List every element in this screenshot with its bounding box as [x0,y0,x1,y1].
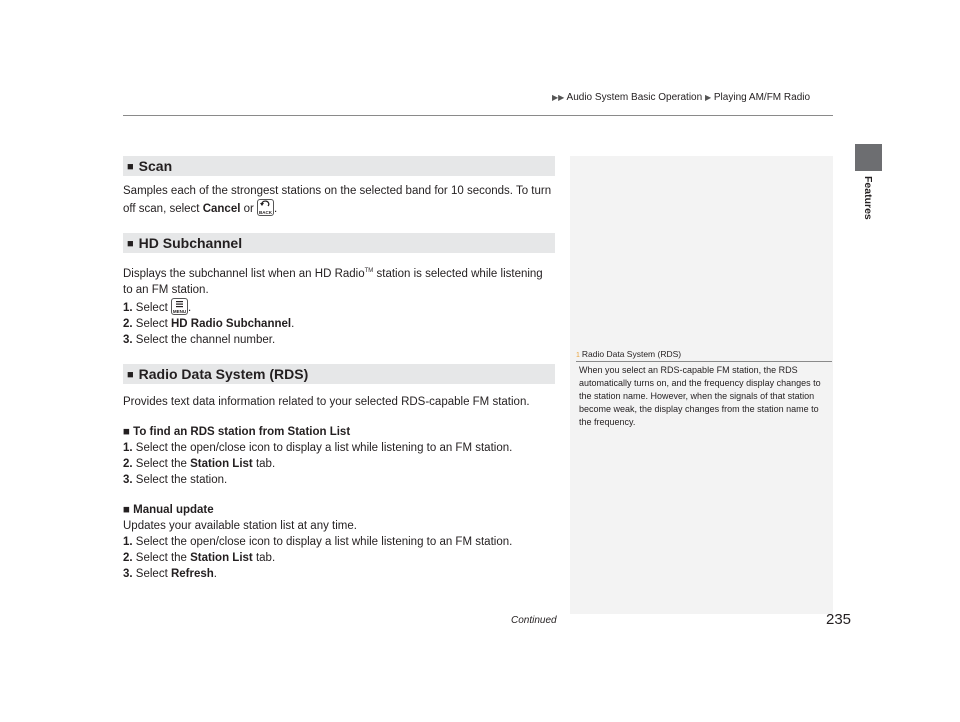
cancel-label: Cancel [202,203,241,215]
section-heading-hd-subchannel: ■ HD Subchannel [123,233,555,253]
rds-step-2: 2. Select the Station List tab. [123,457,276,470]
manual-update-description: Updates your available station list at any time. [123,519,357,532]
subheading-square-icon: ■ [123,425,130,438]
breadcrumb-arrow-icon: ▶▶ [552,93,565,102]
section-tab-marker [855,144,882,171]
hd-step-3: 3. Select the channel number. [123,333,276,346]
header-rule [123,115,833,116]
rds-subheading-manual-update: ■ Manual update [123,503,214,516]
main-content [123,156,555,582]
heading-square-icon: ■ [127,238,134,250]
breadcrumb-item-am-fm[interactable]: Playing AM/FM Radio [713,92,811,103]
page-number: 235 [826,611,852,628]
breadcrumb-arrow-icon: ▶ [704,93,712,102]
breadcrumb-item-audio[interactable]: Audio System Basic Operation [566,92,703,103]
manual-step-2: 2. Select the Station List tab. [123,551,276,564]
hd-step-2: 2. Select HD Radio Subchannel. [123,317,295,330]
scan-description: Samples each of the strongest stations on the selected band for 10 seconds. To turn off scan, select Cancel or BACK . [123,185,552,215]
section-heading-scan: ■ Scan [123,156,555,176]
subheading-square-icon: ■ [123,503,130,516]
back-button-icon: BACK [257,199,274,216]
heading-square-icon: ■ [127,161,134,173]
menu-button-icon: MENU [171,298,188,315]
note-body: When you select an RDS-capable FM station, the RDS automatically turns on, and the frequency display changes to the station name. However, when the signals of that station become weak, the display changes from the station name to the frequency. [579,365,821,427]
breadcrumb [552,92,842,103]
section-tab-label: Features [862,176,874,220]
rds-subheading-station-list: ■ To find an RDS station from Station List [123,425,351,438]
note-title: 1 Radio Data System (RDS) [576,349,832,362]
rds-description: Provides text data information related to your selected RDS-capable FM station. [123,395,530,408]
hd-step-1: 1. Select MENU . [123,298,555,316]
manual-step-1: 1. Select the open/close icon to display a list while listening to an FM station. [123,535,513,548]
heading-square-icon: ■ [127,368,134,381]
rds-step-3: 3. Select the station. [123,473,228,486]
hd-description: Displays the subchannel list when an HD Radio™ station is selected while listening to an FM station. [123,267,543,296]
continued-label: Continued [511,615,557,626]
note-marker: 1 [576,352,580,359]
section-heading-rds: ■ Radio Data System (RDS) [123,364,555,384]
manual-step-3: 3. Select Refresh. [123,567,217,580]
rds-step-1: 1. Select the open/close icon to display a list while listening to an FM station. [123,441,513,454]
